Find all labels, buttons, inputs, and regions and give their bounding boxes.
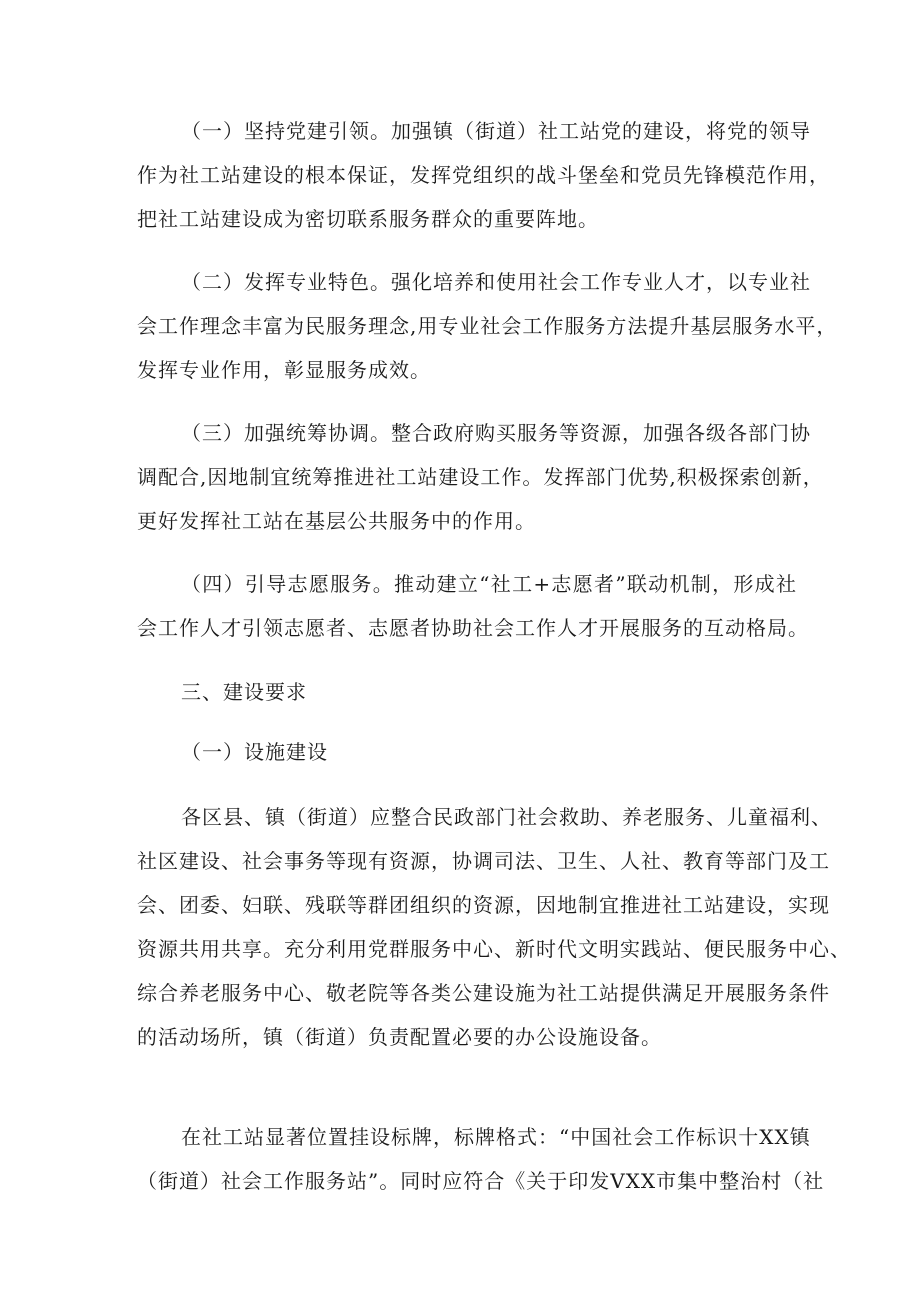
text-line: 调配合,因地制宜统筹推进社工站建设工作。发挥部门优势,积极探索创新， — [137, 465, 824, 489]
text-line: 综合养老服务中心、敬老院等各类公建设施为社工站提供满足开展服务条件 — [137, 981, 830, 1005]
text-line: （一）坚持党建引领。加强镇（街道）社工站党的建设，将党的领导 — [181, 119, 811, 143]
paragraph-party-leadership — [137, 109, 830, 241]
text-line: 资源共用共享。充分利用党群服务中心、新时代文明实践站、便民服务中心、 — [137, 937, 851, 961]
subsection-heading — [137, 730, 797, 774]
heading-text: （一）设施建设 — [181, 740, 328, 764]
paragraph-signage — [137, 1115, 825, 1203]
section-heading — [137, 670, 797, 714]
text-line: （二）发挥专业特色。强化培养和使用社会工作专业人才，以专业社 — [181, 270, 811, 294]
text-line: 社区建设、社会事务等现有资源，协调司法、卫生、人社、教育等部门及工 — [137, 849, 830, 873]
text-line: 会工作理念丰富为民服务理念,用专业社会工作服务方法提升基层服务水平， — [137, 314, 838, 338]
text-line: 在社工站显著位置挂设标牌，标牌格式：“中国社会工作标识十XX镇 — [181, 1125, 811, 1149]
text-line: 发挥专业作用，彰显服务成效。 — [137, 358, 431, 382]
text-line: （四）引导志愿服务。推动建立“社工+志愿者”联动机制，形成社 — [181, 572, 797, 596]
paragraph-facility-construction — [137, 795, 851, 1059]
text-line: 把社工站建设成为密切联系服务群众的重要阵地。 — [137, 207, 599, 231]
paragraph-volunteer-service — [137, 562, 809, 650]
text-line: 会工作人才引领志愿者、志愿者协助社会工作人才开展服务的互动格局。 — [137, 616, 809, 640]
text-line: 作为社工站建设的根本保证，发挥党组织的战斗堡垒和党员先锋模范作用， — [137, 163, 830, 187]
text-line: 的活动场所，镇（街道）负责配置必要的办公设施设备。 — [137, 1025, 662, 1049]
text-line: 更好发挥社工站在基层公共服务中的作用。 — [137, 509, 536, 533]
text-line: 各区县、镇（街道）应整合民政部门社会救助、养老服务、儿童福利、 — [181, 805, 832, 829]
paragraph-professional-features — [137, 260, 838, 392]
text-line: （三）加强统筹协调。整合政府购买服务等资源，加强各级各部门协 — [181, 421, 811, 445]
paragraph-coordination — [137, 411, 824, 543]
heading-text: 三、建设要求 — [181, 680, 307, 704]
text-line: （街道）社会工作服务站”。同时应符合《关于印发VXX市集中整治村（社 — [137, 1169, 825, 1193]
text-line: 会、团委、妇联、残联等群团组织的资源，因地制宜推进社工站建设，实现 — [137, 893, 830, 917]
